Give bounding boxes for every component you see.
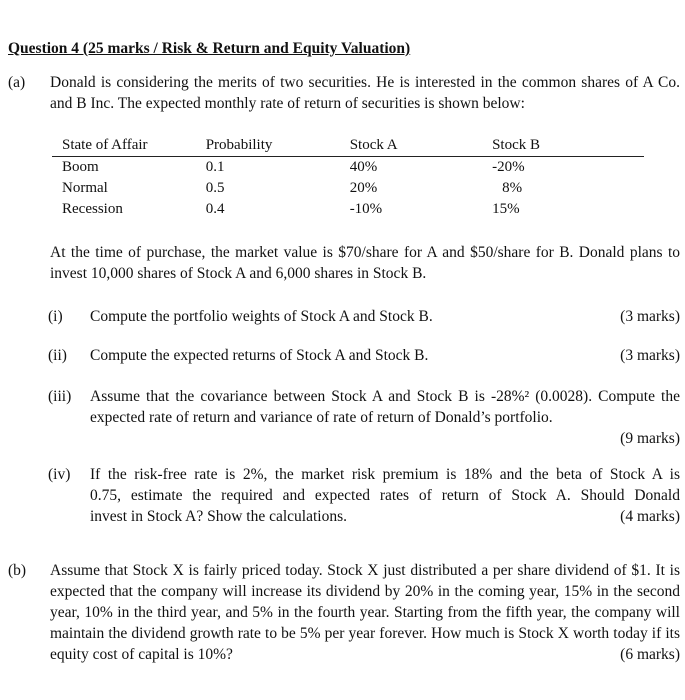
- subquestion-label: (iii): [48, 388, 72, 405]
- table-cell: Recession: [62, 201, 123, 217]
- table-cell: 0.1: [205, 159, 225, 175]
- table-header-row: [52, 135, 644, 157]
- table-cell: 0.4: [205, 201, 225, 217]
- marks-label: (9 marks): [620, 430, 680, 447]
- subquestion-label: (iv): [48, 466, 71, 483]
- table-cell: -10%: [349, 201, 383, 217]
- table-cell: 8%: [502, 180, 523, 196]
- subquestion-label: (i): [48, 308, 63, 325]
- table-cell: 40%: [349, 159, 378, 175]
- part-a-purchase: [8, 242, 680, 286]
- table-cell: 15%: [492, 201, 520, 217]
- subquestion-iii: [48, 386, 680, 452]
- purchase-text: At the time of purchase, the market value is $70/share for A and $50/share for B. Donald plans to invest 10,000 shares of Stock A and 6,000 shares in Stock B.: [50, 244, 680, 282]
- subquestion-label: (ii): [48, 347, 67, 364]
- table-row: [52, 157, 644, 179]
- subquestion-text-line: invest in Stock A? Show the calculations.: [90, 508, 348, 525]
- marks-label: (3 marks): [620, 347, 680, 364]
- header-stock-b: Stock B: [492, 135, 644, 157]
- table-cell: Normal: [62, 180, 108, 196]
- subquestion-i: [48, 306, 680, 328]
- marks-label: (4 marks): [620, 508, 680, 525]
- part-a-intro: [8, 72, 680, 116]
- part-b-text: Assume that Stock X is fairly priced today. Stock X just distributed a per share dividend of $1. It is expected that the company will increase its dividend by 20% in the coming year, 15% in the second year, 10% in the third year, and 5% in the fourth year. Starting from the fifth year, the company will maintain the dividend growth rate to be 5% per year forever. How much is Stock X worth today if its equity cost of capital is 10%?: [50, 562, 680, 663]
- table-cell: -20%: [492, 159, 525, 175]
- subquestion-text: Compute the portfolio weights of Stock A and Stock B.: [90, 308, 433, 325]
- table-row: [52, 199, 644, 220]
- marks-label: (6 marks): [620, 646, 680, 663]
- header-probability: Probability: [206, 135, 350, 157]
- table-cell: 0.5: [205, 180, 225, 196]
- header-state: State of Affair: [52, 135, 206, 157]
- part-a-intro-text: Donald is considering the merits of two securities. He is interested in the common shares of A Co. and B Inc. The expected monthly rate of return of securities is shown below:: [50, 74, 680, 112]
- table-cell: Boom: [62, 159, 99, 175]
- subquestion-text: Assume that the covariance between Stock A and Stock B is -28%² (0.0028). Compute the expected rate of return and variance of rate of return of Donald’s portfolio.: [90, 388, 680, 426]
- part-b: [8, 560, 680, 690]
- table-cell: 20%: [349, 180, 378, 196]
- marks-label: (3 marks): [620, 308, 680, 325]
- subquestion-iv: [48, 464, 680, 530]
- subquestion-text: Compute the expected returns of Stock A and Stock B.: [90, 347, 429, 364]
- question-title: Question 4 (25 marks / Risk & Return and Equity Valuation): [8, 40, 411, 57]
- header-stock-a: Stock A: [350, 135, 492, 157]
- part-b-label: (b): [8, 562, 27, 579]
- subquestion-ii: [48, 345, 680, 367]
- subquestion-text-line: If the risk-free rate is 2%, the market risk premium is 18% and the beta of Stock A is: [90, 466, 680, 483]
- returns-table: [52, 135, 644, 220]
- subquestion-text-line: 0.75, estimate the required and expected rates of return of Stock A. Should Donald: [90, 487, 680, 504]
- part-a-label: (a): [8, 74, 26, 91]
- table-row: [52, 178, 644, 199]
